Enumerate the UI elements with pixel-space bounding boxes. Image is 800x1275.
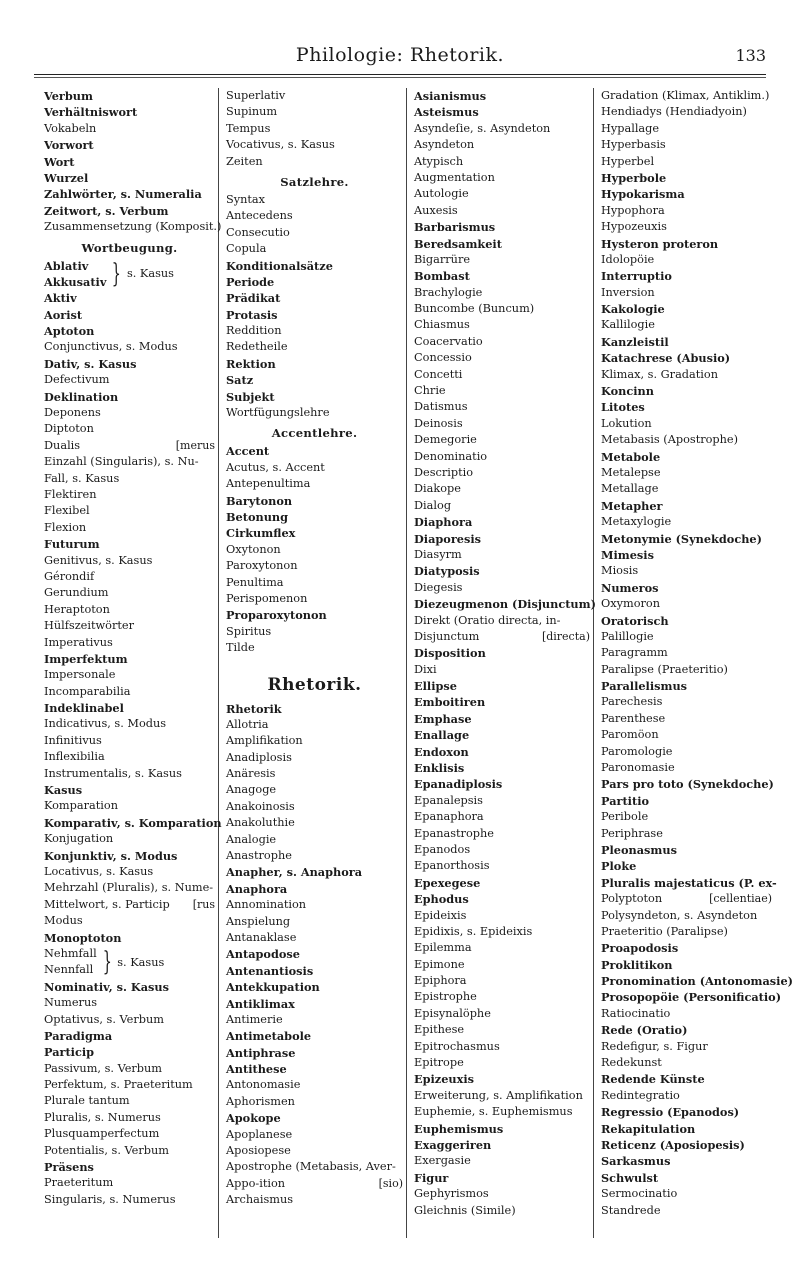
- list-item: Modus: [44, 914, 83, 928]
- list-item: Rede (Oratio): [601, 1023, 688, 1038]
- list-item: Präsens: [44, 1160, 94, 1175]
- list-item: Disposition: [414, 646, 486, 661]
- list-item: Hypozeuxis: [601, 220, 667, 234]
- list-item: Barytonon: [226, 493, 293, 508]
- list-item: Apostrophe (Metabasis, Aver-: [226, 1160, 396, 1174]
- list-item: Polysyndeton, s. Asyndeton: [601, 908, 758, 922]
- list-item: Hyperbole: [601, 170, 667, 185]
- list-item: Praeteritum: [44, 1176, 114, 1190]
- list-item: Rhetorik: [226, 701, 282, 716]
- list-item: Epitrochasmus: [414, 1039, 500, 1053]
- list-item: Enallage: [414, 728, 470, 743]
- list-item: Demegorie: [414, 433, 477, 447]
- list-item: Asyndeſie, s. Asyndeton: [414, 121, 551, 135]
- list-item: Proparoxytonon: [226, 608, 327, 623]
- list-item: Tempus: [226, 121, 271, 135]
- page-header: [34, 44, 766, 74]
- list-item: Atypisch: [414, 154, 464, 168]
- list-item: Paralipse (Praeteritio): [601, 662, 728, 676]
- list-item: Antimetabole: [226, 1029, 312, 1044]
- brace-icon: }: [102, 947, 112, 978]
- list-item: Aktiv: [44, 291, 77, 306]
- list-item: Rekapitulation: [601, 1121, 696, 1136]
- list-item: Perfektum, s. Praeteritum: [44, 1078, 193, 1092]
- entry-text: Polyptoton: [601, 892, 663, 906]
- list-item: Komparativ, s. Komparation: [44, 815, 222, 830]
- list-item: Locativus, s. Kasus: [44, 864, 154, 878]
- list-item: Proklitikon: [601, 957, 673, 972]
- list-item: Exaggeriren: [414, 1138, 492, 1152]
- list-item: Redintegratio: [601, 1088, 680, 1102]
- list-item: Euphemie, s. Euphemismus: [414, 1105, 573, 1119]
- list-item: Metalepse: [601, 465, 661, 479]
- list-item: Antiphrase: [226, 1045, 296, 1060]
- list-item: Einzahl (Singularis), s. Nu-: [44, 455, 199, 469]
- list-item: Epithese: [414, 1023, 465, 1037]
- list-item: [44, 438, 215, 454]
- list-item: Idolopöie: [601, 252, 655, 266]
- list-item: Spiritus: [226, 624, 272, 638]
- list-item: Nennfall: [44, 963, 94, 977]
- list-item: Bigarrüre: [414, 252, 471, 266]
- list-item: Schwulst: [601, 1170, 659, 1185]
- list-item: Antenantiosis: [226, 963, 314, 978]
- list-item: Pars pro toto (Synekdoche): [601, 777, 774, 792]
- column-4: [597, 88, 793, 1238]
- list-item: Deponens: [44, 406, 101, 420]
- list-item: Indeklinabel: [44, 701, 124, 716]
- list-item: Metonymie (Synekdoche): [601, 531, 762, 546]
- section-heading-accentlehre: Accentlehre.: [271, 426, 358, 441]
- header-rule: [34, 74, 766, 78]
- column-1: [40, 88, 222, 1238]
- list-item: Anspielung: [226, 914, 291, 928]
- list-item: Zusammensetzung (Komposit.): [44, 220, 222, 234]
- list-item: Tilde: [226, 641, 255, 655]
- list-item: Konditionalsätze: [226, 258, 333, 273]
- list-item: Deklination: [44, 389, 119, 404]
- list-item: Monoptoton: [44, 930, 122, 945]
- list-item: Oxytonon: [226, 542, 281, 556]
- list-item: Heraptoton: [44, 602, 110, 616]
- list-item: Epexegese: [414, 875, 481, 890]
- list-item: Indicativus, s. Modus: [44, 717, 167, 731]
- list-item: Paradigma: [44, 1028, 113, 1043]
- list-item: [414, 629, 590, 645]
- list-item: Zeitwort, s. Verbum: [44, 203, 169, 218]
- list-item: Anäresis: [226, 767, 276, 781]
- entry-continuation: [rus: [192, 897, 215, 911]
- list-item: Paromöon: [601, 728, 659, 742]
- section-heading-wortbeugung: Wortbeugung.: [81, 240, 178, 255]
- list-item: Potentialis, s. Verbum: [44, 1143, 169, 1157]
- list-item: Gérondif: [44, 569, 95, 583]
- list-item: Anapher, s. Anaphora: [226, 865, 363, 880]
- list-item: Acutus, s. Accent: [226, 460, 325, 474]
- list-item: Epizeuxis: [414, 1072, 475, 1087]
- list-item: Redefigur, s. Figur: [601, 1039, 708, 1053]
- list-item: Figur: [414, 1170, 449, 1185]
- list-item: Beredsamkeit: [414, 236, 502, 251]
- list-item: Zeiten: [226, 154, 263, 168]
- list-item: Antanaklase: [226, 930, 297, 944]
- list-item: Defectivum: [44, 373, 110, 387]
- list-item: Antithese: [226, 1062, 287, 1077]
- list-item: Plusquamperfectum: [44, 1127, 160, 1141]
- list-item: Plurale tantum: [44, 1094, 130, 1108]
- list-item: Diptoton: [44, 422, 94, 436]
- list-item: Flexion: [44, 520, 87, 534]
- list-item: Dativ, s. Kasus: [44, 356, 137, 371]
- list-item: Particip: [44, 1045, 95, 1060]
- list-item: Epanalepsis: [414, 793, 483, 807]
- list-item: Instrumentalis, s. Kasus: [44, 766, 182, 780]
- list-item: Satz: [226, 373, 254, 388]
- list-item: Brachylogie: [414, 285, 483, 299]
- list-item: Interruptio: [601, 269, 672, 284]
- list-item: Archaismus: [226, 1193, 294, 1207]
- list-item: Hypokarisma: [601, 187, 685, 202]
- list-item: Flexibel: [44, 504, 90, 518]
- list-item: Conjunctivus, s. Modus: [44, 340, 178, 354]
- column-3: [410, 88, 594, 1238]
- list-item: Klimax, s. Gradation: [601, 367, 719, 381]
- list-item: Reddition: [226, 324, 282, 338]
- list-item: Diaporesis: [414, 531, 481, 546]
- list-item: Imperativus: [44, 635, 113, 649]
- list-item: Allotria: [226, 717, 269, 731]
- list-item: Wurzel: [44, 170, 89, 185]
- list-item: Futurum: [44, 537, 100, 552]
- list-item: Concessio: [414, 351, 472, 365]
- list-item: Wort: [44, 154, 75, 169]
- list-item: Asyndeton: [414, 138, 475, 152]
- list-item: Regressio (Epanodos): [601, 1105, 740, 1120]
- list-item: Epiphora: [414, 974, 467, 988]
- list-item: Subjekt: [226, 389, 275, 404]
- list-item: Konjugation: [44, 832, 114, 846]
- list-item: Concetti: [414, 367, 463, 381]
- list-item: [226, 1176, 403, 1192]
- brace-group-ablativ: [44, 258, 215, 291]
- list-item: Analogie: [226, 832, 277, 846]
- entry-continuation: [cellentiae): [709, 892, 772, 906]
- list-item: Gephyrismos: [414, 1187, 489, 1201]
- list-item: Akkusativ: [44, 274, 107, 289]
- list-item: Dixi: [414, 662, 437, 676]
- list-item: Oratorisch: [601, 613, 669, 628]
- list-item: Exergasie: [414, 1154, 471, 1168]
- list-item: Epistrophe: [414, 990, 477, 1004]
- list-item: Kasus: [44, 783, 83, 798]
- entry-continuation: [directa): [541, 629, 590, 643]
- list-item: Autologie: [414, 187, 469, 201]
- list-item: Epilemma: [414, 941, 472, 955]
- list-item: Hendiadys (Hendiadyoin): [601, 105, 747, 119]
- list-item: Diasyrm: [414, 547, 462, 561]
- list-item: Kallilogie: [601, 318, 655, 332]
- index-columns: [40, 88, 793, 1238]
- list-item: Pleonasmus: [601, 842, 677, 857]
- list-item: Metallage: [601, 482, 659, 496]
- list-item: Barbarismus: [414, 220, 496, 235]
- list-item: Genitivus, s. Kasus: [44, 553, 153, 567]
- list-item: Nehmfall: [44, 946, 97, 960]
- list-item: Epidixis, s. Epideixis: [414, 924, 533, 938]
- list-item: Antekkupation: [226, 980, 320, 995]
- list-item: Hülfszeitwörter: [44, 619, 135, 633]
- list-item: Katachrese (Abusio): [601, 351, 731, 366]
- list-item: Koncinn: [601, 384, 654, 399]
- list-item: Mimesis: [601, 547, 654, 562]
- list-item: Deinosis: [414, 416, 463, 430]
- list-item: Prädikat: [226, 291, 281, 306]
- cross-reference: s. Kasus: [126, 267, 174, 281]
- list-item: Metabole: [601, 449, 661, 464]
- list-item: Sermocinatio: [601, 1187, 678, 1201]
- column-2: [222, 88, 407, 1238]
- list-item: Annomination: [226, 898, 307, 912]
- list-item: Epanastrophe: [414, 826, 494, 840]
- list-item: Inversion: [601, 285, 655, 299]
- list-item: Flektiren: [44, 488, 97, 501]
- list-item: Direkt (Oratio directa, in-: [414, 613, 561, 627]
- list-item: Aorist: [44, 307, 83, 322]
- list-item: Oxymoron: [601, 597, 661, 611]
- list-item: Reticenz (Aposiopesis): [601, 1138, 745, 1152]
- list-item: Imperfektum: [44, 651, 128, 666]
- list-item: Mehrzahl (Pluralis), s. Nume-: [44, 881, 214, 895]
- list-item: Ephodus: [414, 892, 469, 907]
- list-item: Paronomasie: [601, 761, 675, 775]
- list-item: Paroxytonon: [226, 559, 298, 573]
- list-item: Parenthese: [601, 711, 666, 725]
- list-item: Penultima: [226, 575, 284, 589]
- cross-reference: s. Kasus: [117, 955, 165, 969]
- list-item: Kakologie: [601, 302, 665, 317]
- section-heading-rhetorik: Rhetorik.: [267, 674, 362, 695]
- list-item: Cirkumflex: [226, 526, 296, 541]
- list-item: Episynalöphe: [414, 1006, 491, 1020]
- list-item: Inflexibilia: [44, 750, 105, 764]
- list-item: Litotes: [601, 400, 645, 415]
- list-item: Chrie: [414, 384, 446, 398]
- list-item: Verbum: [44, 89, 93, 103]
- list-item: Coacervatio: [414, 334, 483, 348]
- list-item: Vokabeln: [44, 121, 97, 135]
- list-item: Praeteritio (Paralipse): [601, 924, 728, 938]
- list-item: Gerundium: [44, 586, 109, 600]
- page-number: 133: [735, 46, 766, 65]
- entry-continuation: [merus: [175, 438, 215, 452]
- list-item: Fall, s. Kasus: [44, 471, 120, 485]
- brace-group-nehmfall: [44, 946, 215, 979]
- list-item: Wortfügungslehre: [226, 406, 330, 420]
- list-item: Erweiterung, s. Amplifikation: [414, 1088, 583, 1102]
- list-item: Optativus, s. Verbum: [44, 1012, 164, 1026]
- list-item: Verhältniswort: [44, 105, 138, 120]
- list-item: Numeros: [601, 580, 659, 595]
- list-item: Parechesis: [601, 695, 663, 709]
- page-title: Philologie: Rhetorik.: [295, 44, 505, 66]
- list-item: Peribole: [601, 810, 649, 824]
- list-item: Diezeugmenon (Disjunctum): [414, 597, 596, 612]
- list-item: Aptoton: [44, 324, 95, 339]
- list-item: Ploke: [601, 859, 637, 874]
- list-item: Diegesis: [414, 580, 463, 594]
- list-item: Parallelismus: [601, 679, 688, 694]
- list-item: Ablativ: [44, 258, 89, 273]
- list-item: Datismus: [414, 400, 468, 414]
- list-item: Epanodos: [414, 842, 471, 856]
- list-item: Lokution: [601, 416, 652, 430]
- list-item: Redetheile: [226, 340, 288, 354]
- list-item: Augmentation: [414, 170, 495, 184]
- entry-text: Disjunctum: [414, 629, 480, 643]
- list-item: Epanadiplosis: [414, 777, 503, 792]
- list-item: Betonung: [226, 509, 289, 524]
- list-item: Emphase: [414, 711, 472, 726]
- list-item: Passivum, s. Verbum: [44, 1061, 162, 1075]
- list-item: Hyperbasis: [601, 138, 666, 152]
- brace-icon: }: [112, 258, 122, 289]
- list-item: Metapher: [601, 498, 663, 513]
- list-item: Euphemismus: [414, 1121, 504, 1136]
- list-item: Epanorthosis: [414, 859, 490, 873]
- list-item: Gleichnis (Simile): [414, 1203, 516, 1217]
- list-item: Partitio: [601, 793, 650, 808]
- list-item: Hypallage: [601, 121, 660, 135]
- entry-continuation: [sio): [378, 1176, 403, 1190]
- list-item: Diakope: [414, 482, 461, 496]
- list-item: Bombast: [414, 269, 470, 284]
- list-item: Antonomasie: [226, 1078, 301, 1092]
- list-item: Emboitiren: [414, 695, 486, 710]
- list-item: Metabasis (Apostrophe): [601, 433, 739, 447]
- list-item: Diaphora: [414, 515, 473, 530]
- list-item: Copula: [226, 242, 267, 256]
- list-item: Descriptio: [414, 465, 474, 479]
- list-item: Singularis, s. Numerus: [44, 1192, 176, 1206]
- list-item: Miosis: [601, 564, 639, 578]
- list-item: Epitrope: [414, 1056, 464, 1070]
- list-item: Protasis: [226, 307, 278, 322]
- list-item: Incomparabilia: [44, 684, 131, 698]
- list-item: Endoxon: [414, 744, 469, 759]
- list-item: Komparation: [44, 799, 118, 813]
- list-item: Anadiplosis: [226, 750, 292, 764]
- list-item: Chiasmus: [414, 318, 470, 332]
- list-item: Anastrophe: [226, 849, 292, 863]
- list-item: Superlativ: [226, 89, 286, 102]
- list-item: Redekunst: [601, 1056, 662, 1070]
- list-item: Syntax: [226, 192, 266, 206]
- list-item: Anakoluthie: [226, 816, 295, 830]
- list-item: Perispomenon: [226, 591, 308, 605]
- list-item: Aphorismen: [226, 1094, 295, 1108]
- list-item: Nominativ, s. Kasus: [44, 979, 169, 994]
- list-item: Buncombe (Buncum): [414, 302, 535, 316]
- list-item: Pluralis majestaticus (P. ex-: [601, 875, 777, 890]
- list-item: Antapodose: [226, 947, 300, 962]
- list-item: Antepenultima: [226, 477, 311, 491]
- list-item: Antiklimax: [226, 996, 295, 1011]
- list-item: Epimone: [414, 957, 465, 971]
- list-item: Periphrase: [601, 826, 663, 840]
- list-item: Denominatio: [414, 449, 488, 463]
- list-item: Vorwort: [44, 138, 94, 153]
- entry-text: Dualis: [44, 438, 81, 452]
- list-item: Asteismus: [414, 105, 479, 120]
- list-item: Metaxylogie: [601, 515, 672, 529]
- list-item: Aposiopese: [226, 1144, 291, 1158]
- list-item: Pluralis, s. Numerus: [44, 1110, 161, 1124]
- list-item: Gradation (Klimax, Antiklim.): [601, 89, 770, 102]
- list-item: Ratiocinatio: [601, 1006, 671, 1020]
- list-item: Consecutio: [226, 225, 290, 239]
- section-heading-satzlehre: Satzlehre.: [280, 174, 349, 189]
- list-item: Pronomination (Antonomasie): [601, 974, 793, 989]
- list-item: Apoplanese: [226, 1127, 293, 1141]
- list-item: Diatyposis: [414, 564, 480, 579]
- list-item: Proapodosis: [601, 941, 679, 956]
- list-item: Dialog: [414, 498, 452, 512]
- list-item: Hypophora: [601, 203, 665, 217]
- entry-text: Mittelwort, s. Particip: [44, 897, 170, 911]
- list-item: Hysteron proteron: [601, 236, 719, 251]
- list-item: Amplifikation: [226, 734, 303, 748]
- list-item: Anagoge: [226, 783, 277, 797]
- list-item: Paragramm: [601, 646, 668, 660]
- list-item: Antecedens: [226, 209, 293, 223]
- list-item: Periode: [226, 274, 275, 289]
- list-item: Supinum: [226, 105, 278, 119]
- list-item: Infinitivus: [44, 733, 102, 747]
- list-item: Ellipse: [414, 679, 457, 694]
- entry-text: Appo-ition: [226, 1176, 286, 1190]
- list-item: Asianismus: [414, 89, 487, 103]
- list-item: Zahlwörter, s. Numeralia: [44, 187, 202, 202]
- list-item: [601, 891, 772, 907]
- list-item: Anaphora: [226, 881, 288, 896]
- list-item: Numerus: [44, 996, 98, 1010]
- list-item: Hyperbel: [601, 154, 655, 168]
- list-item: Epanaphora: [414, 810, 484, 824]
- list-item: Redende Künste: [601, 1072, 705, 1087]
- list-item: Impersonale: [44, 668, 116, 682]
- list-item: Rektion: [226, 356, 276, 371]
- list-item: Antimerie: [226, 1012, 283, 1026]
- list-item: Paromologie: [601, 744, 673, 758]
- list-item: Standrede: [601, 1203, 661, 1217]
- list-item: Epideixis: [414, 908, 467, 922]
- list-item: Anakoinosis: [226, 799, 295, 813]
- list-item: Sarkasmus: [601, 1154, 671, 1169]
- list-item: Kanzleistil: [601, 334, 669, 349]
- list-item: Vocativus, s. Kasus: [226, 138, 335, 152]
- list-item: Apokope: [226, 1111, 281, 1126]
- list-item: Enklisis: [414, 761, 465, 776]
- list-item: Auxesis: [414, 203, 458, 217]
- list-item: [44, 897, 215, 913]
- list-item: Accent: [226, 444, 270, 459]
- list-item: Konjunktiv, s. Modus: [44, 848, 178, 863]
- list-item: Palillogie: [601, 629, 654, 643]
- list-item: Prosopopöie (Personificatio): [601, 990, 782, 1005]
